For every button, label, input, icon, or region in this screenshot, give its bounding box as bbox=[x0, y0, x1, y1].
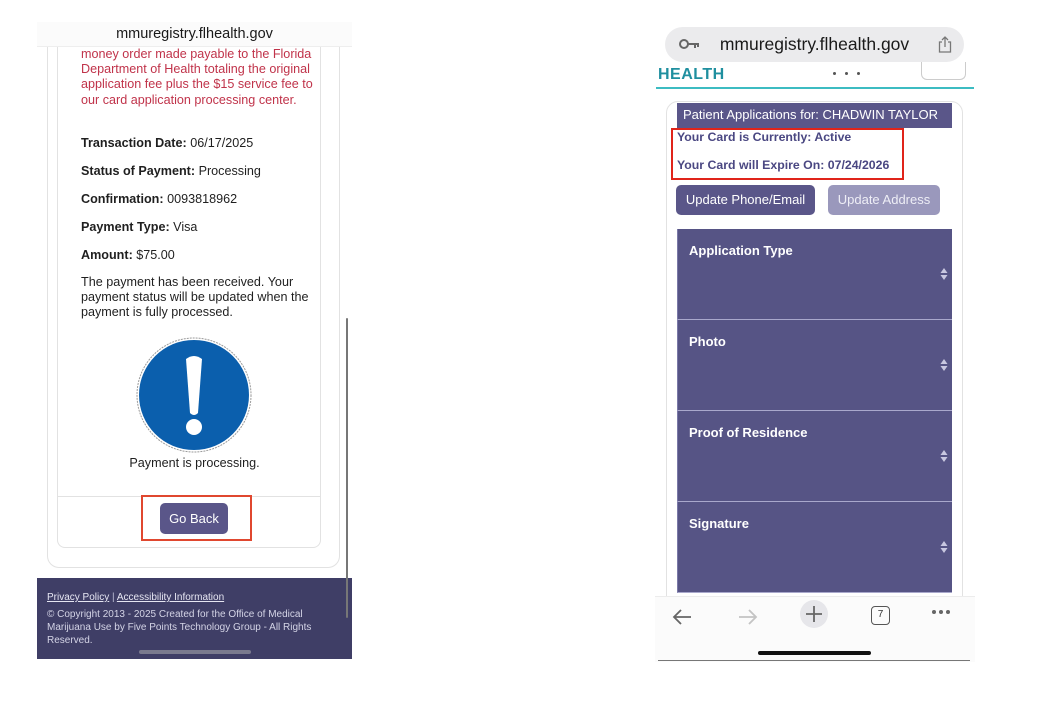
site-footer bbox=[37, 578, 352, 659]
column-header-signature[interactable] bbox=[677, 502, 952, 593]
field-value: Visa bbox=[173, 220, 198, 234]
transaction-date-row bbox=[81, 136, 253, 150]
link-separator: | bbox=[112, 592, 115, 603]
header-partial-text bbox=[833, 62, 873, 68]
confirmation-row bbox=[81, 192, 237, 206]
go-back-button[interactable]: Go Back bbox=[160, 503, 228, 534]
field-value: $75.00 bbox=[136, 248, 175, 262]
field-label: Confirmation: bbox=[81, 192, 164, 206]
field-label: Payment Type: bbox=[81, 220, 170, 234]
menu-button[interactable] bbox=[921, 62, 966, 80]
column-label: Photo bbox=[689, 334, 726, 349]
applications-table bbox=[677, 229, 952, 593]
home-indicator bbox=[139, 650, 251, 654]
column-header-application-type[interactable] bbox=[677, 229, 952, 320]
tabs-button[interactable]: 7 bbox=[871, 606, 890, 625]
share-icon[interactable] bbox=[938, 36, 952, 53]
column-header-photo[interactable] bbox=[677, 320, 952, 411]
payment-received-message: The payment has been received. Your payment status will be updated when the payment is fully processed. bbox=[81, 275, 309, 320]
sort-icon[interactable] bbox=[940, 449, 948, 463]
field-label: Amount: bbox=[81, 248, 133, 262]
home-indicator bbox=[758, 651, 871, 655]
amount-row bbox=[81, 248, 175, 262]
plus-icon bbox=[800, 600, 828, 628]
scrollbar[interactable] bbox=[346, 318, 348, 618]
update-address-button[interactable]: Update Address bbox=[828, 185, 940, 215]
url-bar[interactable] bbox=[665, 27, 964, 62]
column-header-proof-of-residence[interactable] bbox=[677, 411, 952, 502]
sort-icon[interactable] bbox=[940, 358, 948, 372]
sort-icon[interactable] bbox=[940, 540, 948, 554]
field-label: Transaction Date: bbox=[81, 136, 187, 150]
card-expiry-text: Your Card will Expire On: 07/24/2026 bbox=[677, 158, 890, 172]
update-phone-email-button[interactable]: Update Phone/Email bbox=[676, 185, 815, 215]
card-status-text: Your Card is Currently: Active bbox=[677, 130, 852, 144]
payment-notice-text: money order made payable to the Florida Department of Health totaling the original application fee plus the $15 service fee to our card application processing center. bbox=[81, 47, 313, 107]
header-divider bbox=[656, 87, 974, 89]
health-logo: HEALTH bbox=[658, 66, 725, 83]
exclamation-circle-icon bbox=[136, 337, 252, 453]
column-label: Signature bbox=[689, 516, 749, 531]
field-value: 0093818962 bbox=[167, 192, 238, 206]
accessibility-information-link[interactable]: Accessibility Information bbox=[116, 592, 225, 603]
more-options-icon[interactable] bbox=[931, 609, 951, 615]
footer-links bbox=[47, 591, 342, 604]
forward-arrow-icon[interactable] bbox=[737, 607, 759, 627]
url-bar[interactable]: mmuregistry.flhealth.gov bbox=[37, 22, 352, 47]
field-value: 06/17/2025 bbox=[190, 136, 254, 150]
processing-caption: Payment is processing. bbox=[129, 456, 260, 470]
column-label: Proof of Residence bbox=[689, 425, 808, 440]
browser-toolbar bbox=[655, 596, 975, 662]
payment-status-row bbox=[81, 164, 261, 178]
column-label: Application Type bbox=[689, 243, 793, 258]
new-tab-button[interactable] bbox=[800, 600, 828, 628]
bottom-divider bbox=[658, 660, 970, 661]
url-text: mmuregistry.flhealth.gov bbox=[719, 34, 910, 54]
field-value: Processing bbox=[198, 164, 261, 178]
right-phone-screenshot bbox=[655, 22, 975, 662]
copyright-text: © Copyright 2013 - 2025 Created for the Office of Medical Marijuana Use by Five Points Technology Group - All Rights Reserved. bbox=[47, 609, 312, 646]
left-phone-screenshot bbox=[37, 22, 352, 659]
back-arrow-icon[interactable] bbox=[671, 607, 693, 627]
payment-type-row bbox=[81, 220, 197, 234]
privacy-policy-link[interactable]: Privacy Policy bbox=[47, 592, 110, 603]
patient-applications-header: Patient Applications for: CHADWIN TAYLOR bbox=[677, 103, 952, 128]
sort-icon[interactable] bbox=[940, 267, 948, 281]
field-label: Status of Payment: bbox=[81, 164, 196, 178]
